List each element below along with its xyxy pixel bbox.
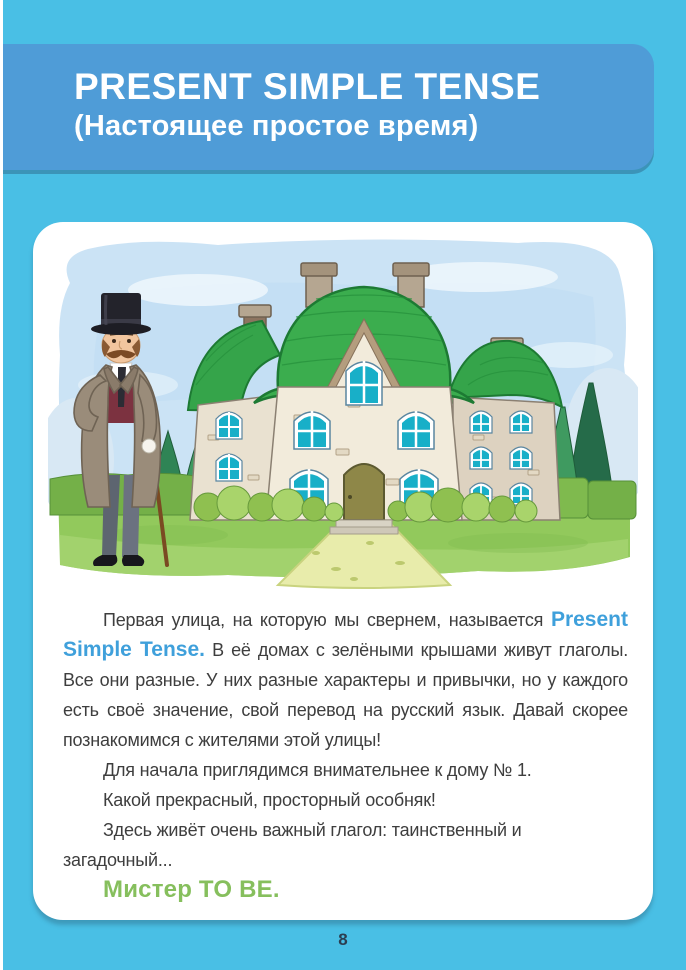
chapter-header-band xyxy=(0,44,654,170)
paragraph-mansion: Какой прекрасный, просторный особняк! xyxy=(103,790,436,810)
page-number: 8 xyxy=(338,930,348,949)
cloud-illustration xyxy=(128,274,268,306)
chapter-title: PRESENT SIMPLE TENSE xyxy=(74,66,541,107)
glove-illustration xyxy=(142,439,156,453)
present-simple-accent: Present Simple Tense. xyxy=(63,608,628,661)
page-left-edge xyxy=(0,0,3,970)
paragraph-mister-to-be xyxy=(63,875,628,906)
chapter-subtitle: (Настоящее простое время) xyxy=(74,110,479,142)
mister-to-be-accent: Мистер TO BE. xyxy=(103,876,280,903)
content-card xyxy=(33,222,653,920)
window-illustration xyxy=(346,361,382,405)
paragraph-intro xyxy=(63,605,628,755)
paragraph-house: Для начала приглядимся внимательнее к дому № 1. xyxy=(103,760,532,780)
paragraph-intro-lead: Первая улица, на которую мы свернем, называется xyxy=(103,610,551,630)
mansion-scene-illustration xyxy=(48,235,638,600)
paragraph-intro-rest: В её домах с зелёными крышами живут глаголы. Все они разные. У них разные характеры и привычки, но у каждого есть своё значение, свой перевод на русский язык. Давай скорее познакомимся с жителями этой улицы! xyxy=(63,640,628,750)
paragraph-verb: Здесь живёт очень важный глагол: таинственный и загадочный... xyxy=(63,820,522,870)
lesson-text xyxy=(63,605,628,906)
